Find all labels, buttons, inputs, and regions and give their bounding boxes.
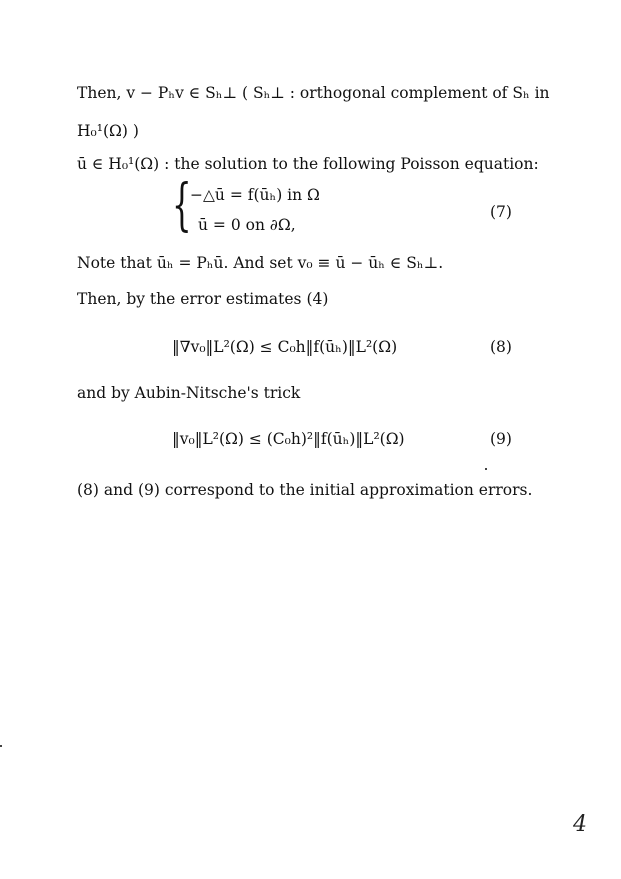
equation-brace: { — [172, 173, 192, 238]
text-line-7: (8) and (9) correspond to the initial approximation errors. — [77, 481, 533, 499]
equation-number-9: (9) — [490, 430, 512, 448]
system-row-2: ū = 0 on ∂Ω, — [198, 216, 296, 234]
formula-9: ‖v₀‖L²(Ω) ≤ (C₀h)²‖f(ūₕ)‖L²(Ω) — [172, 430, 405, 448]
text-line-5: Then, by the error estimates (4) — [77, 290, 329, 308]
formula-8: ‖∇v₀‖L²(Ω) ≤ C₀h‖f(ūₕ)‖L²(Ω) — [172, 338, 398, 356]
text-line-2: H₀¹(Ω) ) — [77, 122, 139, 140]
text-line-4: Note that ūₕ = Pₕū. And set v₀ ≡ ū − ūₕ ∈ Sₕ⊥. — [77, 254, 444, 272]
text-line-3: ū ∈ H₀¹(Ω) : the solution to the following Poisson equation: — [77, 155, 539, 173]
equation-number-7: (7) — [490, 203, 512, 221]
text-line-6: and by Aubin-Nitsche's trick — [77, 384, 301, 402]
scan-speck — [485, 468, 487, 470]
text-line-1: Then, v − Pₕv ∈ Sₕ⊥ ( Sₕ⊥ : orthogonal complement of Sₕ in — [77, 84, 550, 102]
equation-number-8: (8) — [490, 338, 512, 356]
scan-speck-left — [0, 745, 2, 747]
system-row-1: −△ū = f(ūₕ) in Ω — [190, 186, 320, 204]
page-number: 4 — [573, 812, 587, 837]
